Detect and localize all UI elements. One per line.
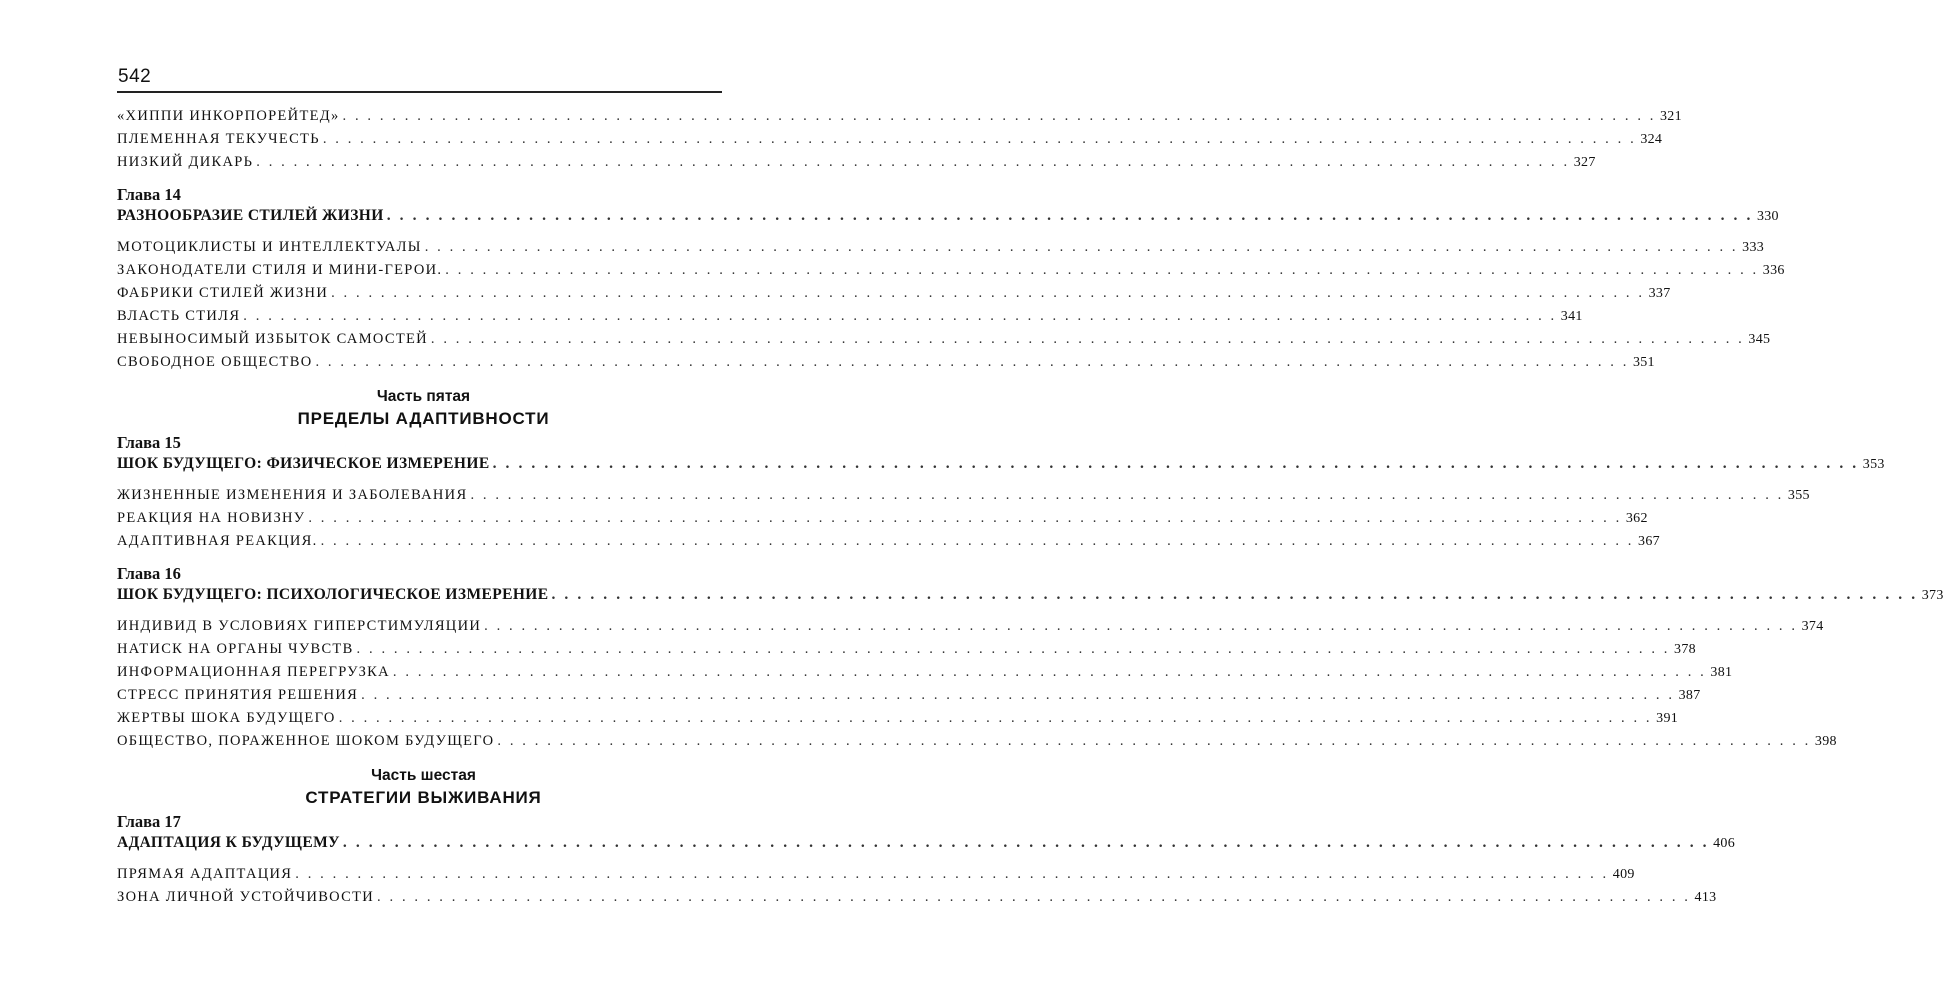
table-of-contents xyxy=(117,108,1944,912)
dot-leader xyxy=(339,710,1652,727)
toc-entry-page: 327 xyxy=(1573,155,1596,170)
toc-entry-page: 330 xyxy=(1756,209,1779,224)
toc-entry-title: ПРЯМАЯ АДАПТАЦИЯ xyxy=(117,866,293,882)
dot-leader xyxy=(470,487,1783,504)
chapter-title: ШОК БУДУЩЕГО: ФИЗИЧЕСКОЕ ИЗМЕРЕНИЕ xyxy=(117,455,490,472)
dot-leader xyxy=(343,834,1709,852)
chapter-title: АДАПТАЦИЯ К БУДУЩЕМУ xyxy=(117,834,340,851)
toc-entry xyxy=(117,108,1682,131)
toc-entry-page: 387 xyxy=(1678,688,1701,703)
toc-entry-title: НЕВЫНОСИМЫЙ ИЗБЫТОК САМОСТЕЙ xyxy=(117,331,428,347)
toc-entry-page: 341 xyxy=(1560,309,1583,324)
toc-entry-title: ЗАКОНОДАТЕЛИ СТИЛЯ И МИНИ-ГЕРОИ. xyxy=(117,262,443,278)
dot-leader xyxy=(393,664,1706,681)
toc-entry xyxy=(117,710,1679,733)
dot-leader xyxy=(308,510,1621,527)
dot-leader xyxy=(256,154,1569,171)
toc-entry-title: ОБЩЕСТВО, ПОРАЖЕННОЕ ШОКОМ БУДУЩЕГО xyxy=(117,733,495,749)
dot-leader xyxy=(321,533,1634,550)
toc-entry-page: 353 xyxy=(1862,457,1885,472)
toc-entry-page: 381 xyxy=(1710,665,1733,680)
page-number: 542 xyxy=(118,66,152,87)
dot-leader xyxy=(377,889,1690,906)
toc-entry xyxy=(117,308,1583,331)
chapter-label: Глава 15 xyxy=(117,433,181,452)
dot-leader xyxy=(497,733,1810,750)
toc-entry xyxy=(117,285,1671,308)
toc-entry-title: ИНФОРМАЦИОННАЯ ПЕРЕГРУЗКА xyxy=(117,664,390,680)
toc-entry-title: НАТИСК НА ОРГАНЫ ЧУВСТВ xyxy=(117,641,354,657)
chapter-label: Глава 16 xyxy=(117,564,181,583)
chapter-title-entry xyxy=(117,586,1944,612)
toc-entry-page: 333 xyxy=(1742,240,1765,255)
toc-entry xyxy=(117,331,1771,354)
toc-entry-page: 378 xyxy=(1674,642,1696,657)
dot-leader xyxy=(551,586,1917,604)
toc-entry-page: 337 xyxy=(1648,286,1671,301)
toc-entry-title: ЖЕРТВЫ ШОКА БУДУЩЕГО xyxy=(117,710,336,726)
toc-entry xyxy=(117,262,1785,285)
toc-entry-page: 321 xyxy=(1660,109,1682,124)
toc-entry xyxy=(117,641,1696,664)
toc-entry-title: ЗОНА ЛИЧНОЙ УСТОЙЧИВОСТИ xyxy=(117,889,375,905)
part-label: Часть пятая xyxy=(376,388,471,405)
chapter-title-entry xyxy=(117,834,1736,860)
header-rule xyxy=(117,91,722,93)
chapter-title-entry xyxy=(117,207,1779,233)
part-title: СТРАТЕГИИ ВЫЖИВАНИЯ xyxy=(305,788,542,807)
toc-entry-page: 373 xyxy=(1921,588,1944,603)
dot-leader xyxy=(343,108,1656,125)
toc-entry-title: ИНДИВИД В УСЛОВИЯХ ГИПЕРСТИМУЛЯЦИИ xyxy=(117,618,482,634)
toc-entry-title: ПЛЕМЕННАЯ ТЕКУЧЕСТЬ xyxy=(117,131,320,147)
dot-leader xyxy=(295,866,1608,883)
part-title: ПРЕДЕЛЫ АДАПТИВНОСТИ xyxy=(297,409,550,428)
toc-entry xyxy=(117,154,1596,177)
dot-leader xyxy=(445,262,1758,279)
toc-entry xyxy=(117,510,1648,533)
toc-entry-page: 367 xyxy=(1638,534,1660,549)
toc-entry-page: 355 xyxy=(1787,488,1810,503)
chapter-title: ШОК БУДУЩЕГО: ПСИХОЛОГИЧЕСКОЕ ИЗМЕРЕНИЕ xyxy=(117,586,549,603)
toc-entry-page: 345 xyxy=(1748,332,1771,347)
toc-entry xyxy=(117,354,1655,377)
toc-entry-page: 351 xyxy=(1632,355,1655,370)
toc-entry-page: 362 xyxy=(1625,511,1648,526)
chapter-label: Глава 17 xyxy=(117,812,181,831)
dot-leader xyxy=(425,239,1738,256)
toc-entry xyxy=(117,131,1663,154)
toc-entry-page: 336 xyxy=(1762,263,1785,278)
toc-entry xyxy=(117,618,1824,641)
toc-entry-title: СВОБОДНОЕ ОБЩЕСТВО xyxy=(117,354,313,370)
dot-leader xyxy=(387,207,1753,225)
toc-entry-title: СТРЕСС ПРИНЯТИЯ РЕШЕНИЯ xyxy=(117,687,359,703)
toc-entry xyxy=(117,664,1733,687)
toc-entry xyxy=(117,866,1635,889)
toc-entry xyxy=(117,889,1717,912)
chapter-title: РАЗНООБРАЗИЕ СТИЛЕЙ ЖИЗНИ xyxy=(117,207,384,224)
toc-entry-page: 398 xyxy=(1814,734,1837,749)
toc-entry-title: МОТОЦИКЛИСТЫ И ИНТЕЛЛЕКТУАЛЫ xyxy=(117,239,422,255)
toc-entry-page: 409 xyxy=(1612,867,1635,882)
toc-entry xyxy=(117,733,1837,756)
toc-entry-title: РЕАКЦИЯ НА НОВИЗНУ xyxy=(117,510,306,526)
dot-leader xyxy=(243,308,1556,325)
toc-entry-page: 406 xyxy=(1713,836,1736,851)
toc-entry-title: «ХИППИ ИНКОРПОРЕЙТЕД» xyxy=(117,108,340,124)
dot-leader xyxy=(361,687,1674,704)
dot-leader xyxy=(315,354,1628,371)
dot-leader xyxy=(431,331,1744,348)
toc-entry-title: АДАПТИВНАЯ РЕАКЦИЯ. xyxy=(117,533,318,549)
dot-leader xyxy=(331,285,1644,302)
dot-leader xyxy=(323,131,1636,148)
toc-entry-page: 391 xyxy=(1656,711,1679,726)
toc-entry-title: ФАБРИКИ СТИЛЕЙ ЖИЗНИ xyxy=(117,285,329,301)
chapter-title-entry xyxy=(117,455,1885,481)
toc-entry xyxy=(117,687,1701,710)
chapter-label: Глава 14 xyxy=(117,185,181,204)
toc-entry-title: ЖИЗНЕННЫЕ ИЗМЕНЕНИЯ И ЗАБОЛЕВАНИЯ xyxy=(117,487,468,503)
toc-entry-page: 324 xyxy=(1640,132,1663,147)
toc-entry xyxy=(117,239,1765,262)
toc-entry-page: 413 xyxy=(1694,890,1717,905)
dot-leader xyxy=(484,618,1797,635)
toc-entry-title: НИЗКИЙ ДИКАРЬ xyxy=(117,154,254,170)
toc-entry-page: 374 xyxy=(1801,619,1824,634)
dot-leader xyxy=(493,455,1859,473)
toc-entry xyxy=(117,487,1810,510)
dot-leader xyxy=(357,641,1670,658)
part-label: Часть шестая xyxy=(371,767,476,784)
toc-entry xyxy=(117,533,1660,556)
toc-entry-title: ВЛАСТЬ СТИЛЯ xyxy=(117,308,241,324)
